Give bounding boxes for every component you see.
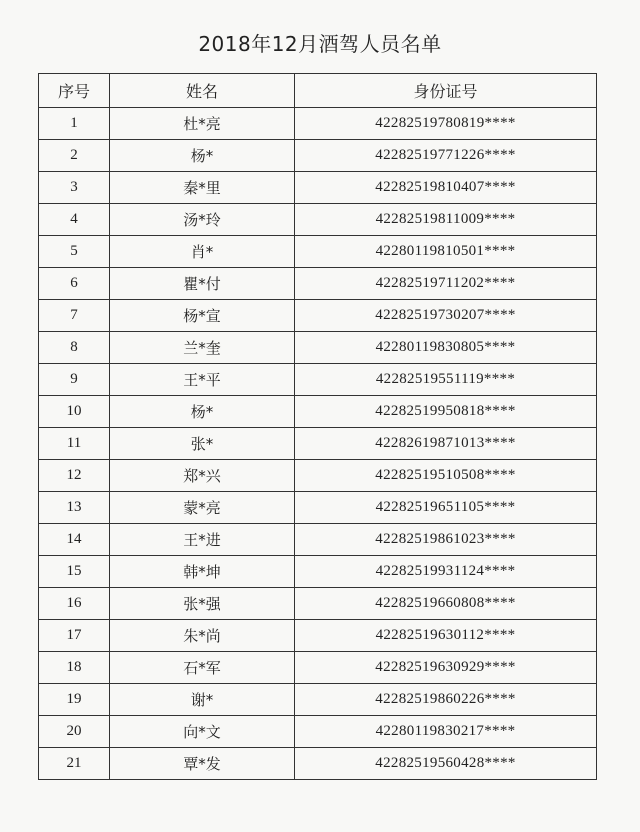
row-id-cell: 42282519811009****	[295, 204, 597, 236]
header-row	[39, 74, 597, 108]
row-id-cell: 42282519510508****	[295, 460, 597, 492]
header-id: 身份证号	[295, 74, 597, 108]
row-id-cell: 42280119810501****	[295, 236, 597, 268]
row-name-cell: 朱*尚	[110, 620, 295, 652]
table-row	[39, 396, 597, 428]
row-id-cell: 42282519711202****	[295, 268, 597, 300]
table-row	[39, 172, 597, 204]
table-row	[39, 620, 597, 652]
table-row	[39, 684, 597, 716]
row-name-cell: 王*平	[110, 364, 295, 396]
row-id-cell: 42280119830805****	[295, 332, 597, 364]
row-name-cell: 汤*玲	[110, 204, 295, 236]
table-row	[39, 524, 597, 556]
row-id-cell: 42282519630929****	[295, 652, 597, 684]
table-row	[39, 204, 597, 236]
row-id-cell: 42282519950818****	[295, 396, 597, 428]
row-name-cell: 兰*奎	[110, 332, 295, 364]
table-row	[39, 588, 597, 620]
row-seq-cell: 9	[39, 364, 110, 396]
row-id-cell: 42282519560428****	[295, 748, 597, 780]
row-id-cell: 42282519810407****	[295, 172, 597, 204]
row-id-cell: 42282519771226****	[295, 140, 597, 172]
row-seq-cell: 18	[39, 652, 110, 684]
row-name-cell: 杨*宣	[110, 300, 295, 332]
row-seq-cell: 8	[39, 332, 110, 364]
row-seq-cell: 4	[39, 204, 110, 236]
row-id-cell: 42282519730207****	[295, 300, 597, 332]
row-seq-cell: 3	[39, 172, 110, 204]
row-name-cell: 张*	[110, 428, 295, 460]
row-id-cell: 42282519551119****	[295, 364, 597, 396]
row-seq-cell: 6	[39, 268, 110, 300]
row-name-cell: 郑*兴	[110, 460, 295, 492]
row-name-cell: 秦*里	[110, 172, 295, 204]
table-row	[39, 556, 597, 588]
header-seq: 序号	[39, 74, 110, 108]
table-row	[39, 460, 597, 492]
row-id-cell: 42282519780819****	[295, 108, 597, 140]
table-row	[39, 428, 597, 460]
row-name-cell: 杨*	[110, 396, 295, 428]
row-name-cell: 王*进	[110, 524, 295, 556]
table-row	[39, 300, 597, 332]
row-name-cell: 张*强	[110, 588, 295, 620]
row-seq-cell: 16	[39, 588, 110, 620]
row-seq-cell: 21	[39, 748, 110, 780]
row-seq-cell: 10	[39, 396, 110, 428]
row-seq-cell: 11	[39, 428, 110, 460]
row-name-cell: 韩*坤	[110, 556, 295, 588]
row-seq-cell: 2	[39, 140, 110, 172]
roster-body	[39, 108, 597, 780]
table-row	[39, 716, 597, 748]
row-seq-cell: 14	[39, 524, 110, 556]
row-seq-cell: 17	[39, 620, 110, 652]
table-row	[39, 268, 597, 300]
row-name-cell: 向*文	[110, 716, 295, 748]
row-id-cell: 42282619871013****	[295, 428, 597, 460]
row-seq-cell: 5	[39, 236, 110, 268]
row-name-cell: 谢*	[110, 684, 295, 716]
row-name-cell: 石*军	[110, 652, 295, 684]
table-row	[39, 652, 597, 684]
document-title: 2018年12月酒驾人员名单	[198, 32, 442, 56]
table-row	[39, 332, 597, 364]
header-name: 姓名	[110, 74, 295, 108]
row-id-cell: 42282519651105****	[295, 492, 597, 524]
row-id-cell: 42282519660808****	[295, 588, 597, 620]
row-id-cell: 42282519860226****	[295, 684, 597, 716]
row-seq-cell: 15	[39, 556, 110, 588]
row-name-cell: 肖*	[110, 236, 295, 268]
row-name-cell: 蒙*亮	[110, 492, 295, 524]
row-seq-cell: 12	[39, 460, 110, 492]
row-seq-cell: 20	[39, 716, 110, 748]
row-name-cell: 瞿*付	[110, 268, 295, 300]
table-row	[39, 108, 597, 140]
row-seq-cell: 7	[39, 300, 110, 332]
row-id-cell: 42282519861023****	[295, 524, 597, 556]
row-seq-cell: 13	[39, 492, 110, 524]
row-id-cell: 42280119830217****	[295, 716, 597, 748]
table-row	[39, 364, 597, 396]
roster-table	[38, 73, 597, 780]
row-name-cell: 杨*	[110, 140, 295, 172]
row-name-cell: 杜*亮	[110, 108, 295, 140]
row-id-cell: 42282519931124****	[295, 556, 597, 588]
row-seq-cell: 19	[39, 684, 110, 716]
table-row	[39, 748, 597, 780]
table-row	[39, 140, 597, 172]
table-row	[39, 492, 597, 524]
table-row	[39, 236, 597, 268]
row-seq-cell: 1	[39, 108, 110, 140]
row-name-cell: 覃*发	[110, 748, 295, 780]
row-id-cell: 42282519630112****	[295, 620, 597, 652]
